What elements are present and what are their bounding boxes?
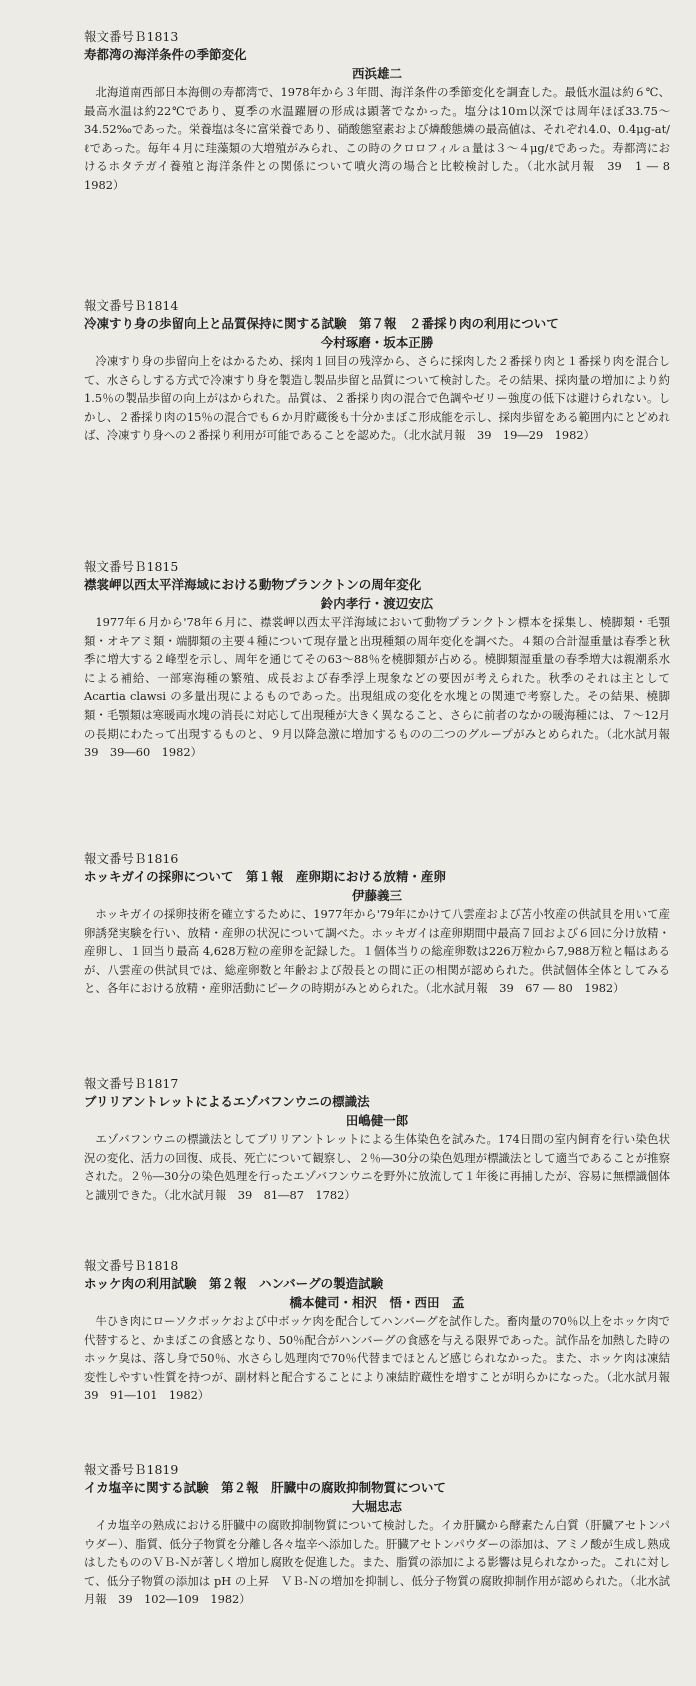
report-title: イカ塩辛に関する試験 第２報 肝臓中の腐敗抑制物質について <box>84 1480 446 1495</box>
entry-b1814 <box>84 297 670 445</box>
report-title: 冷凍すり身の歩留向上と品質保持に関する試験 第７報 ２番採り肉の利用について <box>84 316 559 331</box>
report-author: 伊藤義三 <box>351 888 402 903</box>
report-title: ホッキガイの採卵について 第１報 産卵期における放精・産卵 <box>84 869 446 884</box>
report-abstract: 北海道南西部日本海側の寿都湾で、1978年から３年間、海洋条件の季節変化を調査した。最低水温は約６℃、最高水温は約22℃であり、夏季の水温躍層の形成は顕著でなかった。塩分は10ｍ以深では周年ほぼ33.75～34.52‰であった。栄養塩は冬に富栄養であり、硝酸態窒素および燐酸態燐の最高値は、それぞれ4.0、0.4μg-at/ℓであった。毎年４月に珪藻類の大増殖がみられ、この時のクロロフィルａ量は３～４μg/ℓであった。寿都湾におけるホタテガイ養殖と海洋条件との関係について噴火湾の場合と比較検討した。（北水試月報 39 1 ― 8 1982） <box>84 85 682 192</box>
report-abstract: 牛ひき肉にローソクボッケおよび中ボッケ肉を配合してハンバーグを試作した。畜肉量の70％以上をホッケ肉で代替すると、かまぼこの食感となり、50％配合がハンバーグの食感を与える限界であった。試作品を加熱した時のホッケ臭は、落し身で50％、水さらし処理肉で70％代替までほとんど感じられなかった。また、ホッケ肉は凍結変性しやすい性質を持つが、副材料と配合することにより凍結貯蔵性を増すことが明らかになった。（北水試月報 39 91―101 1982） <box>84 1314 682 1403</box>
report-title: 襟裳岬以西太平洋海域における動物プランクトンの周年変化 <box>84 577 422 592</box>
entry-b1819 <box>84 1461 670 1609</box>
report-author: 鈴内孝行・渡辺安広 <box>320 596 434 611</box>
report-abstract: ホッキガイの採卵技術を確立するために、1977年から'79年にかけて八雲産および苫小牧産の供試貝を用いて産卵誘発実験を行い、放精・産卵の状況について調べた。ホッキガイは産卵期間中最高７回および６回に分け放精・産卵し、１回当り最高 4,628万粒の産卵を記録した。１個体当りの総産卵数は226万粒から7,988万粒と幅はあるが、八雲産の供試貝では、総産卵数と年齢および殻長との間に正の相関が認められた。供試個体全体としてみると、各年における放精・産卵活動にピークの時期がみとめられた。（北水試月報 39 67 ― 80 1982） <box>84 907 670 996</box>
report-number: 報文番号Ｂ1818 <box>84 1258 179 1273</box>
report-author: 橋本健司・相沢 悟・西田 孟 <box>289 1295 465 1310</box>
report-abstract: 1977年６月から'78年６月に、襟裳岬以西太平洋海域において動物プランクトン標本を採集し、橈脚類・毛顎類・オキアミ類・端脚類の主要４種について現存量と出現種類の周年変化を調べた。４類の合計湿重量は春季と秋季に増大する２峰型を示し、周年を通じてその63～88％を橈脚類が占める。橈脚類湿重量の春季増大は親潮系水による補給、一部寒海種の繁殖、成長および春季浮上現象などの要因が考えられた。秋季のそれは主として Acartia clawsi の多量出現によるものであった。出現組成の変化を水塊との関連で考察した。その結果、橈脚類・毛顎類は寒暖両水塊の消長に対応して出現種が大きく異なること、さらに前者のなかの暖海種には、７～12月の長期にわたって出現するものと、９月以降急激に増加するものの二つのグループがみとめられた。（北水試月報 39 39―60 1982） <box>84 615 682 760</box>
report-title: 寿都湾の海洋条件の季節変化 <box>84 47 247 62</box>
report-author: 大堀忠志 <box>351 1499 402 1514</box>
report-abstract: エゾバフンウニの標識法としてブリリアントレットによる生体染色を試みた。174日間の室内飼育を行い染色状況の変化、活力の回復、成長、死亡について観察し、２％―30分の染色処理が標識法として適当であることが推察された。２％―30分の染色処理を行ったエゾバフンウニを野外に放流して１年後に再捕したが、容易に無標識個体と識別できた。（北水試月報 39 81―87 1782） <box>84 1132 670 1202</box>
entry-b1815 <box>84 558 682 762</box>
report-number: 報文番号Ｂ1815 <box>84 559 179 574</box>
entry-b1813 <box>84 28 682 195</box>
report-author: 田嶋健一郎 <box>345 1113 409 1128</box>
report-number: 報文番号Ｂ1816 <box>84 851 179 866</box>
entry-b1816 <box>84 850 670 998</box>
entry-b1818 <box>84 1257 682 1405</box>
report-title: ホッケ肉の利用試験 第２報 ハンバーグの製造試験 <box>84 1276 384 1291</box>
report-title: ブリリアントレットによるエゾバフンウニの標識法 <box>84 1094 370 1109</box>
report-number: 報文番号Ｂ1813 <box>84 29 179 44</box>
report-abstract: 冷凍すり身の歩留向上をはかるため、採肉１回目の残滓から、さらに採肉した２番採り肉と１番採り肉を混合して、水さらしする方式で冷凍すり身を製造し製品歩留と品質について検討した。その結果、採肉量の増加により約1.5％の製品歩留の向上がはかられた。品質は、２番採り肉の混合で色調やゼリー強度の低下は避けられない。しかし、２番採り肉の15％の混合でも６か月貯蔵後も十分かまぼこ形成能を示し、採肉歩留をある範囲内にとどめれば、冷凍すり身への２番採り利用が可能であることを認めた。（北水試月報 39 19―29 1982） <box>84 354 670 443</box>
report-author: 西浜雄二 <box>351 66 402 81</box>
report-number: 報文番号Ｂ1819 <box>84 1462 179 1477</box>
report-author: 今村琢磨・坂本正勝 <box>320 335 434 350</box>
report-abstract: イカ塩辛の熟成における肝臓中の腐敗抑制物質について検討した。イカ肝臓から酵素たん白質（肝臓アセトンパウダー）、脂質、低分子物質を分離し各々塩辛へ添加した。肝臓アセトンパウダーの添加は、アミノ酸が生成し熟成はしたもののＶＢ-Ｎが著しく増加し腐敗を促進した。また、脂質の添加による影響は見られなかった。これに対して、低分子物質の添加は pH の上昇 ＶＢ-Ｎの増加を抑制し、低分子物質の腐敗抑制作用が認められた。（北水試月報 39 102―109 1982） <box>84 1518 670 1607</box>
report-number: 報文番号Ｂ1817 <box>84 1076 179 1091</box>
report-number: 報文番号Ｂ1814 <box>84 298 179 313</box>
entry-b1817 <box>84 1075 670 1204</box>
